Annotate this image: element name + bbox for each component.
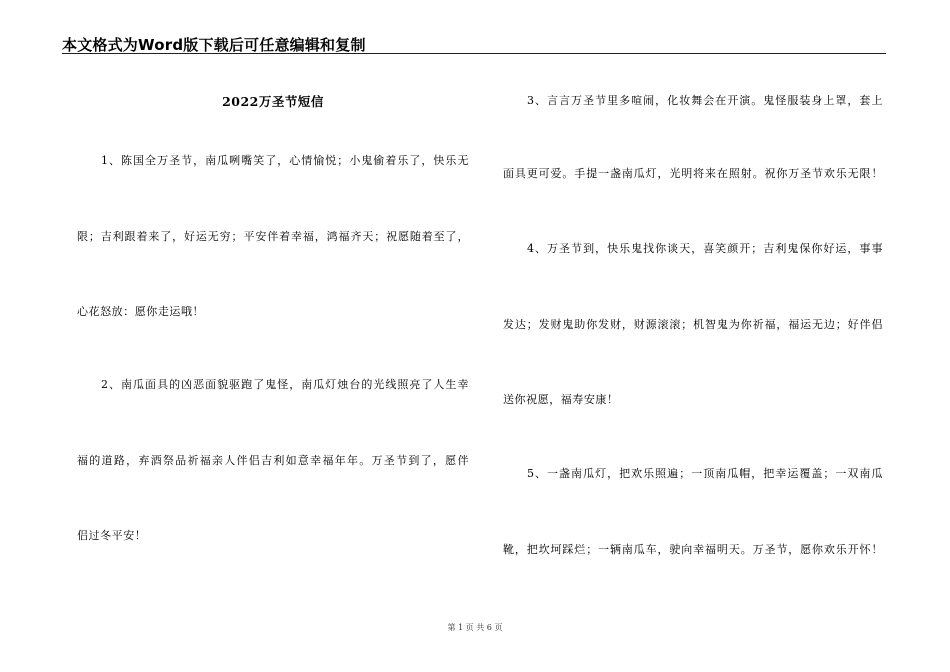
document-title: 2022万圣节短信 — [222, 94, 324, 109]
text-line: 送你祝愿，福寿安康！ — [503, 393, 619, 406]
page-header: 本文格式为Word版下载后可任意编辑和复制 — [62, 36, 366, 54]
text-line: 福的道路，弃酒祭品祈福亲人伴侣吉利如意幸福年年。万圣节到了，愿伴 — [77, 454, 469, 467]
text-line: 侣过冬平安！ — [77, 529, 147, 542]
text-line: 靴，把坎坷踩烂；一辆南瓜车，驶向幸福明天。万圣节，愿你欢乐开怀！ — [503, 543, 883, 556]
page-footer: 第 1 页 共 6 页 — [447, 623, 503, 632]
text-line: 4、万圣节到，快乐鬼找你谈天，喜笑颜开；吉利鬼保你好运，事事 — [527, 242, 883, 255]
text-line: 5、一盏南瓜灯，把欢乐照遍；一顶南瓜帽，把幸运覆盖；一双南瓜 — [527, 467, 883, 480]
text-line: 发达；发财鬼助你发财，财源滚滚；机智鬼为你祈福，福运无边；好伴侣 — [503, 318, 883, 331]
text-line: 2、南瓜面具的凶恶面貌驱跑了鬼怪，南瓜灯烛台的光线照亮了人生幸 — [101, 378, 469, 391]
text-line: 1、陈国全万圣节，南瓜咧嘴笑了，心情愉悦；小鬼偷着乐了，快乐无 — [101, 154, 469, 167]
header-divider — [62, 53, 886, 54]
text-line: 限；吉利跟着来了，好运无穷；平安伴着幸福，鸿福齐天；祝愿随着至了， — [77, 230, 469, 243]
text-line: 面具更可爱。手提一盏南瓜灯，光明将来在照射。祝你万圣节欢乐无限！ — [503, 167, 883, 180]
text-line: 心花怒放：愿你走运哦！ — [77, 305, 205, 318]
text-line: 3、言言万圣节里多喧闹，化妆舞会在开演。鬼怪服装身上罩，套上 — [527, 94, 883, 107]
